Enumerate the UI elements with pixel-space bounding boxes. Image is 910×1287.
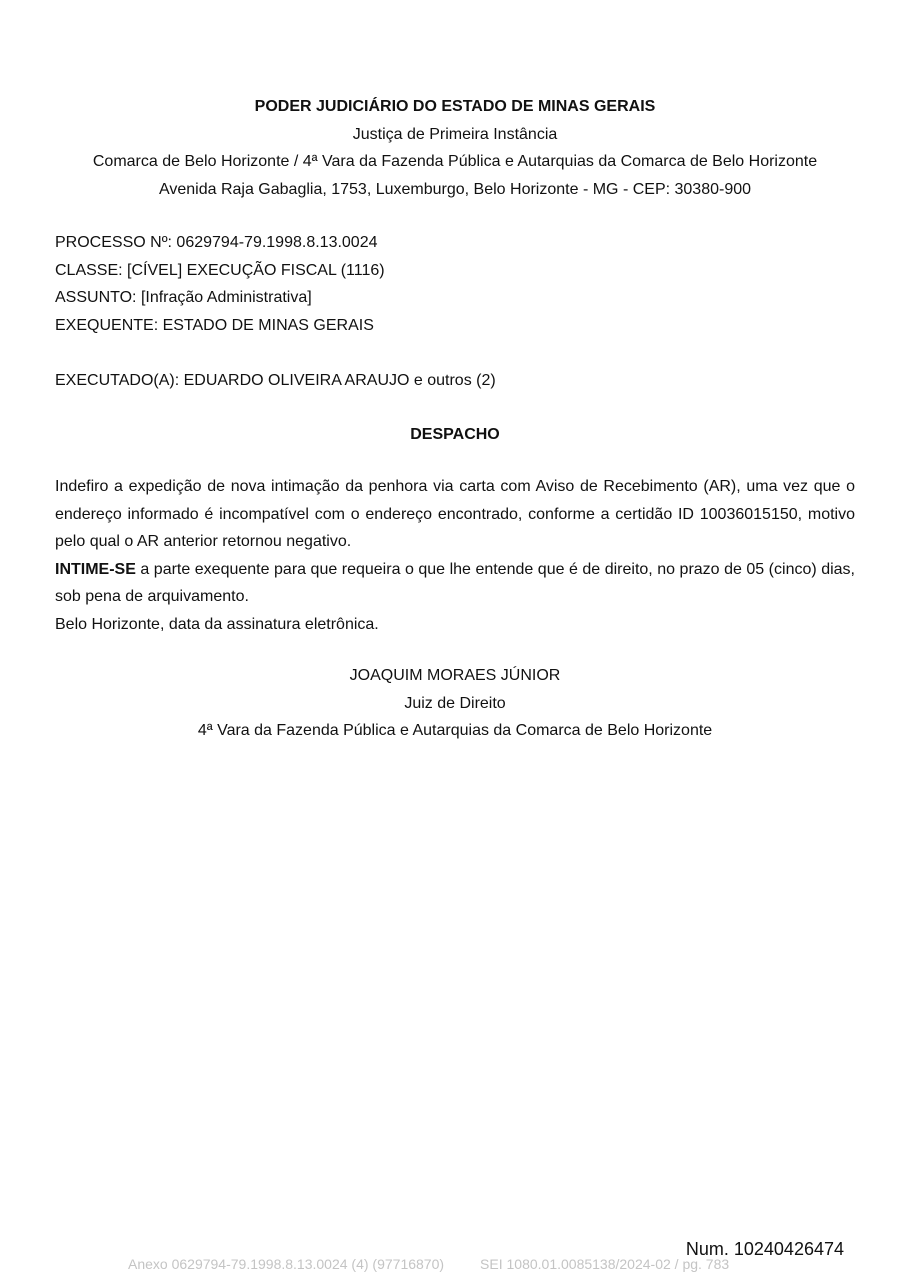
footer-annex: Anexo 0629794-79.1998.8.13.0024 (4) (97716870) (128, 1256, 445, 1272)
document-header (0, 93, 910, 203)
closing-line: Belo Horizonte, data da assinatura eletrônica. (55, 615, 379, 633)
judge-role: Juiz de Direito (404, 694, 506, 712)
exequente-line: EXEQUENTE: ESTADO DE MINAS GERAIS (55, 316, 374, 334)
page-footer (128, 1256, 729, 1272)
despacho-paragraph-2 (55, 556, 855, 611)
despacho-body (55, 473, 855, 638)
address-line: Avenida Raja Gabaglia, 1753, Luxemburgo, Belo Horizonte - MG - CEP: 30380-900 (158, 180, 752, 198)
case-metadata (55, 229, 385, 339)
court-title: PODER JUDICIÁRIO DO ESTADO DE MINAS GERAIS (254, 98, 656, 115)
despacho-heading: DESPACHO (410, 426, 500, 443)
instance-line: Justiça de Primeira Instância (352, 125, 558, 143)
judge-court: 4ª Vara da Fazenda Pública e Autarquias da Comarca de Belo Horizonte (197, 722, 713, 739)
processo-line: PROCESSO Nº: 0629794-79.1998.8.13.0024 (55, 234, 378, 251)
classe-line: CLASSE: [CÍVEL] EXECUÇÃO FISCAL (1116) (55, 261, 385, 279)
assunto-line: ASSUNTO: [Infração Administrativa] (55, 289, 312, 306)
judge-name: JOAQUIM MORAES JÚNIOR (349, 667, 561, 684)
document-number: Num. 10240426474 (685, 1239, 844, 1259)
despacho-paragraph-1: Indefiro a expedição de nova intimação da penhora via carta com Aviso de Recebimento (AR), uma vez que o endereço informado é incompatível com o endereço encontrado, conforme a certidão ID 10036015150, motivo pelo qual o AR anterior retornou negativo. (55, 478, 855, 550)
despacho-paragraph-2-text: a parte exequente para que requeira o que lhe entende que é de direito, no prazo de 05 (cinco) dias, sob pena de arquivamento. (55, 560, 855, 605)
comarca-line: Comarca de Belo Horizonte / 4ª Vara da Fazenda Pública e Autarquias da Comarca de Belo Horizonte (92, 153, 818, 170)
signature-block (0, 662, 910, 745)
executado-line: EXECUTADO(A): EDUARDO OLIVEIRA ARAUJO e outros (2) (55, 372, 496, 389)
intime-se-label: INTIME-SE (55, 560, 136, 578)
footer-sei: SEI 1080.01.0085138/2024-02 / pg. 783 (480, 1256, 730, 1272)
